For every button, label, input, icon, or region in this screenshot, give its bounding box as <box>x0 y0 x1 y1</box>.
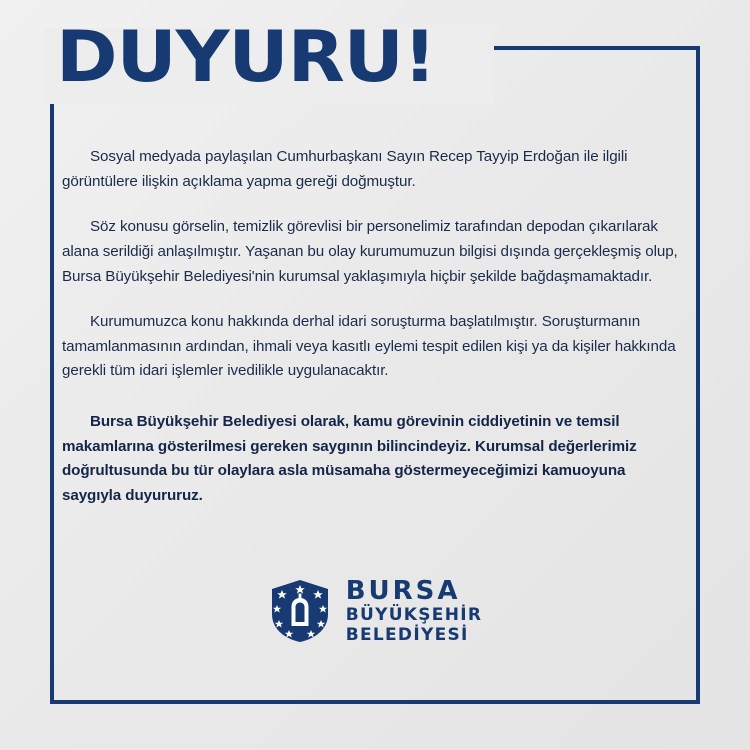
paragraph-2: Söz konusu görselin, temizlik görevlisi bir personelimiz tarafından depodan çıkarılarak alana serildiği anlaşılmıştır. Yaşanan bu olay kurumumuzun bilgisi dışında gerçekleşmiş olup, Bursa Büyükşehir Belediyesi'nin kurumsal yaklaşımıyla hiçbir şekilde bağdaşmamaktadır. <box>62 218 678 285</box>
logo-wordmark <box>346 578 483 644</box>
logo-block <box>0 578 750 644</box>
bursa-municipality-logo <box>268 578 483 644</box>
logo-line-buyuksehir: BÜYÜKŞEHİR <box>345 605 483 625</box>
logo-line-bursa: BURSA <box>345 576 461 606</box>
paragraph-1: Sosyal medyada paylaşılan Cumhurbaşkanı Sayın Recep Tayyip Erdoğan ile ilgili görüntülere ilişkin açıklama yapma gereği doğmuştur. <box>62 148 628 190</box>
page-title: DUYURU! <box>56 16 436 98</box>
bursa-crest-icon <box>268 578 332 644</box>
paragraph-3: Kurumumuzca konu hakkında derhal idari soruşturma başlatılmıştır. Soruşturmanın tamamlanmasının ardından, ihmali veya kasıtlı eylemi tespit edilen kişi ya da kişiler hakkında gerekli tüm idari işlemler ivedilikle uygulanacaktır. <box>62 313 676 380</box>
announcement-body <box>62 145 686 530</box>
paragraph-4-emphasis: Bursa Büyükşehir Belediyesi olarak, kamu görevinin ciddiyetinin ve temsil makamlarına gösterilmesi gereken saygının bilincindeyiz. Kurumsal değerlerimiz doğrultusunda bu tür olaylara asla müsamaha göstermeyeceğimizi kamuoyuna saygıyla duyururuz. <box>62 413 637 504</box>
logo-line-belediyesi: BELEDİYESİ <box>345 625 469 645</box>
